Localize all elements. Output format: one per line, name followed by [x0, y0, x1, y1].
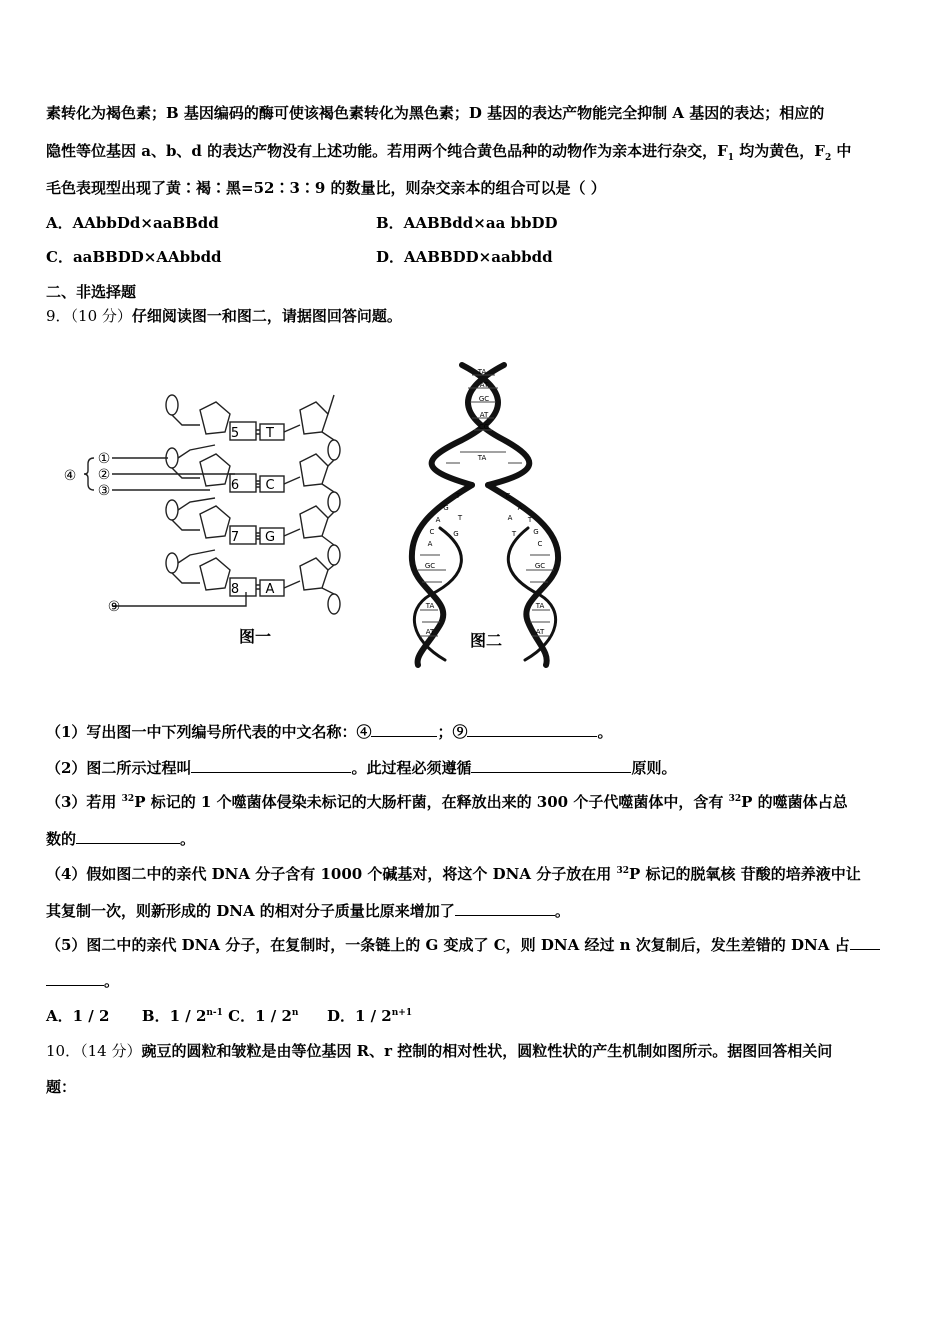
q8-option-a[interactable]: A．AAbbDd×aaBBdd — [46, 214, 219, 232]
q9-stem: 9．（10 分）仔细阅读图一和图二，请据图回答问题。 — [46, 307, 402, 325]
q8-option-c[interactable]: C．aaBBDD×AAbbdd — [46, 248, 222, 266]
fig2-base-letter: G — [453, 530, 459, 538]
figure-two-dna-replication — [400, 360, 580, 670]
fig1-number-8: 8 — [230, 582, 240, 597]
fig2-pair-label: TA — [477, 454, 487, 462]
fig1-label-3: ③ — [97, 483, 111, 499]
fig2-base-letter: A — [507, 514, 513, 522]
q8-option-b[interactable]: B．AABBdd×aa bbDD — [376, 214, 558, 232]
q9-part5-line2: 。 — [46, 970, 119, 991]
q9-part4-line2: 其复制一次，则新形成的 DNA 的相对分子质量比原来增加了 。 — [46, 902, 570, 920]
answer-blank-4[interactable] — [371, 722, 437, 737]
fig2-pair-label: AT — [535, 628, 545, 636]
q9-part3-line1: （3）若用 $^{32}$P 标记的 1 个噬菌体侵染未标记的大肠杆菌，在释放出来的 300 个子代噬菌体中，含有 $^{32}$P 的噬菌体占总 — [46, 793, 848, 811]
fig2-pair-label: AT — [479, 381, 489, 389]
q9-part1: （1）写出图一中下列编号所代表的中文名称：④ ；⑨ 。 — [46, 723, 613, 741]
q9-part2: （2）图二所示过程叫 。此过程必须遵循 原则。 — [46, 759, 677, 777]
fig2-base-letter: T — [511, 530, 517, 538]
q8-text-line2: 隐性等位基因 a、b、d 的表达产物没有上述功能。若用两个纯合黄色品种的动物作为亲本进行杂交，$F_1$ 均为黄色，$F_2$ 中 — [46, 142, 852, 163]
fig2-base-letter: T — [527, 516, 533, 524]
fig2-base-letter: T — [457, 514, 463, 522]
fig1-number-5: 5 — [230, 426, 240, 441]
answer-blank-ratio[interactable] — [76, 829, 180, 844]
q9-part3-line2: 数的 。 — [46, 830, 196, 848]
fig2-pair-label: GC — [478, 395, 490, 403]
fig1-label-9: ⑨ — [107, 599, 121, 615]
fig2-base-letter: C — [429, 528, 435, 536]
fig1-number-6: 6 — [230, 478, 240, 493]
answer-blank-principle[interactable] — [471, 758, 631, 773]
section-title: 二、非选择题 — [46, 283, 137, 301]
fig2-pair-label: TA — [477, 368, 487, 376]
fig2-pair-label: TA — [535, 602, 545, 610]
fig1-caption: 图一 — [238, 627, 272, 646]
q8-text-line3: 毛色表现型出现了黄∶褐∶黑=52∶3∶9 的数量比，则杂交亲本的组合可以是（ ） — [46, 179, 606, 197]
fig2-caption: 图二 — [469, 631, 503, 650]
q8-option-d[interactable]: D．AABBDD×aabbdd — [376, 248, 553, 266]
q9-option-c[interactable]: C．1 / 2$^n$ — [228, 1007, 299, 1025]
fig2-base-letter: G — [443, 504, 449, 512]
fig1-base-t: T — [266, 426, 274, 441]
fig2-pair-label: TA — [425, 602, 435, 610]
fig2-pair-label: CG — [478, 423, 490, 431]
q8-text-line1: 素转化为褐色素；B 基因编码的酶可使该褐色素转化为黑色素；D 基因的表达产物能完全抑制 A 基因的表达；相应的 — [46, 104, 825, 122]
answer-blank-fraction-a[interactable] — [850, 935, 880, 950]
fig1-label-4: ④ — [63, 468, 77, 484]
fig2-pair-label: GC — [424, 562, 436, 570]
answer-blank-9[interactable] — [467, 722, 597, 737]
q10-stem-line2: 题： — [46, 1078, 77, 1096]
q10-stem-line1: 10．（14 分）豌豆的圆粒和皱粒是由等位基因 R、r 控制的相对性状，圆粒性状的产生机制如图所示。据图回答相关问 — [46, 1042, 833, 1060]
q9-option-a[interactable]: A．1 / 2 — [46, 1007, 110, 1025]
fig1-label-2: ② — [97, 467, 111, 483]
fig2-base-letter: A — [427, 540, 433, 548]
figure-one-dna-structure — [50, 380, 360, 650]
fig2-pair-label: AT — [479, 411, 489, 419]
fig2-base-letter: T — [455, 492, 461, 500]
fig2-pair-label: GC — [534, 562, 546, 570]
q9-part5-options — [46, 1005, 412, 1026]
q9-option-b[interactable]: B．1 / 2$^{n-1}$ — [141, 1007, 223, 1025]
fig2-base-letter: C — [537, 540, 543, 548]
fig2-base-letter: G — [533, 528, 539, 536]
fig1-label-1: ① — [97, 451, 111, 467]
q9-part4-line1: （4）假如图二中的亲代 DNA 分子含有 1000 个碱基对，将这个 DNA 分子放在用 $^{32}$P 标记的脱氧核 苷酸的培养液中让 — [46, 865, 861, 883]
fig2-base-letter: A — [517, 504, 523, 512]
answer-blank-fraction-b[interactable] — [46, 971, 104, 986]
fig2-base-letter: C — [505, 492, 511, 500]
q9-option-d[interactable]: D．$1 / 2^{n+1}$ — [326, 1007, 413, 1025]
fig1-base-c: C — [265, 478, 275, 493]
q9-part5-line1: （5）图二中的亲代 DNA 分子，在复制时，一条链上的 G 变成了 C，则 DNA 经过 n 次复制后，发生差错的 DNA 占 — [46, 934, 880, 955]
answer-blank-process[interactable] — [191, 758, 351, 773]
fig1-base-a: A — [265, 582, 275, 597]
fig1-number-7: 7 — [230, 530, 240, 545]
fig2-pair-label: AT — [425, 628, 435, 636]
answer-blank-mass[interactable] — [455, 901, 555, 916]
fig1-base-g: G — [264, 530, 276, 545]
fig2-base-letter: A — [435, 516, 441, 524]
